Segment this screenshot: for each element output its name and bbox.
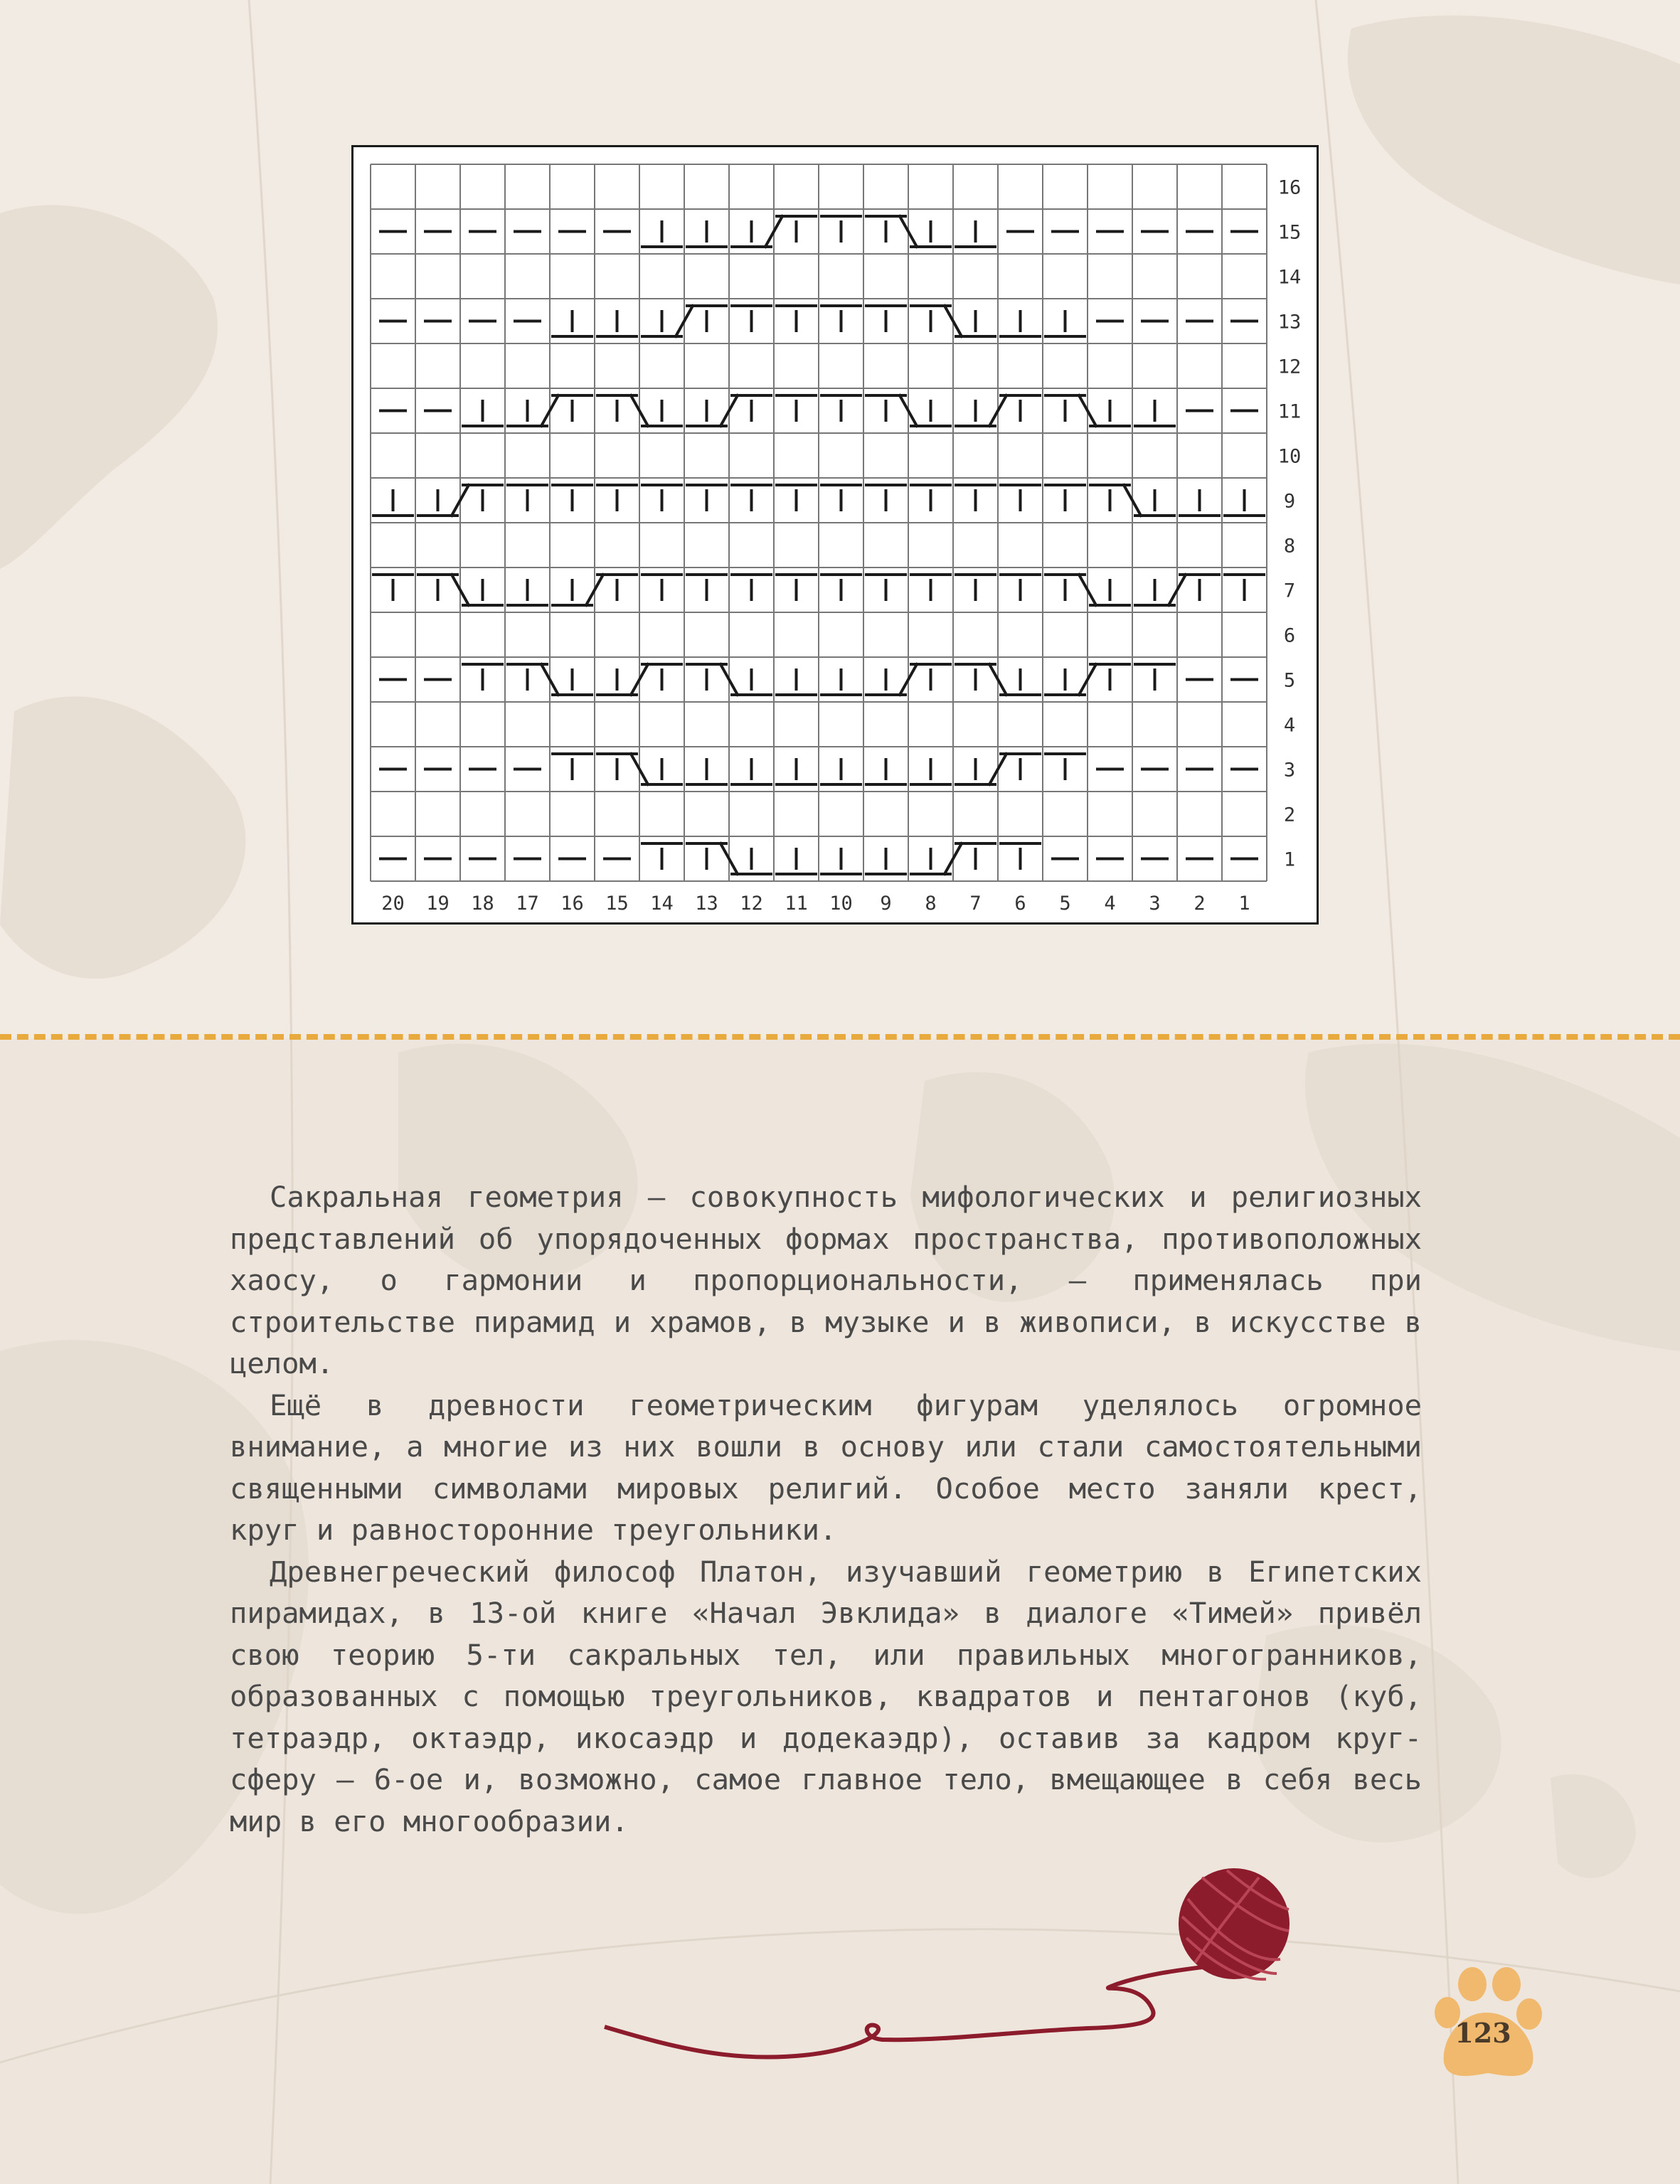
column-number: 2 bbox=[1193, 893, 1206, 915]
row-number: 6 bbox=[1283, 624, 1296, 647]
column-number: 4 bbox=[1104, 893, 1116, 915]
column-number: 15 bbox=[605, 893, 629, 915]
row-number: 11 bbox=[1277, 400, 1302, 423]
column-number: 6 bbox=[1014, 893, 1026, 915]
row-number: 3 bbox=[1283, 759, 1296, 782]
row-number: 14 bbox=[1277, 266, 1302, 289]
column-number: 20 bbox=[381, 893, 405, 915]
knitting-chart-grid bbox=[353, 147, 1317, 922]
row-number: 7 bbox=[1283, 580, 1296, 602]
row-number: 1 bbox=[1283, 848, 1296, 871]
column-number: 17 bbox=[516, 893, 539, 915]
article-paragraph: Сакральная геометрия – совокупность мифологических и религиозных представлений об упорядоченных формах пространства, противоположных хаосу, о гармонии и пропорциональности, – применялась при строительстве пирамид и храмов, в музыке и в живописи, в искусстве в целом. bbox=[230, 1180, 1422, 1380]
column-number: 13 bbox=[695, 893, 718, 915]
knitting-chart bbox=[351, 145, 1319, 925]
column-number: 5 bbox=[1059, 893, 1071, 915]
column-number: 12 bbox=[740, 893, 763, 915]
yarn-ball-icon bbox=[590, 1863, 1316, 2077]
column-number: 11 bbox=[785, 893, 808, 915]
article-text bbox=[230, 1176, 1422, 1842]
row-number: 10 bbox=[1277, 445, 1302, 468]
column-number: 8 bbox=[925, 893, 937, 915]
column-number: 14 bbox=[650, 893, 674, 915]
row-number: 12 bbox=[1277, 356, 1302, 378]
page-number: 123 bbox=[1455, 2017, 1511, 2049]
row-number: 15 bbox=[1277, 221, 1302, 244]
column-number: 7 bbox=[969, 893, 982, 915]
section-divider bbox=[0, 1034, 1680, 1040]
column-number: 10 bbox=[829, 893, 853, 915]
row-number: 2 bbox=[1283, 804, 1296, 826]
article-paragraph: Древнегреческий философ Платон, изучавший геометрию в Египетских пирамидах, в 13-ой книге «Начал Эвклида» в диалоге «Тимей» привёл свою теорию 5-ти сакральных тел, или правильных многогранников, образованных с помощью треугольников, квадратов и пентагонов (куб, тетраэдр, октаэдр, икосаэдр и додекаэдр), оставив за кадром круг-сферу – 6-ое и, возможно, самое главное тело, вмещающее в себя весь мир в его многообразии. bbox=[230, 1554, 1422, 1838]
row-number: 5 bbox=[1283, 669, 1296, 692]
column-number: 16 bbox=[560, 893, 584, 915]
row-number: 8 bbox=[1283, 535, 1296, 558]
column-number: 19 bbox=[426, 893, 450, 915]
column-number: 3 bbox=[1149, 893, 1161, 915]
column-number: 9 bbox=[880, 893, 892, 915]
row-number: 9 bbox=[1283, 490, 1296, 513]
column-number: 18 bbox=[471, 893, 494, 915]
article-paragraph: Ещё в древности геометрическим фигурам уделялось огромное внимание, а многие из них вошли в основу или стали самостоятельными священными символами мировых религий. Особое место заняли крест, круг и равносторонние треугольники. bbox=[230, 1387, 1422, 1547]
row-number: 4 bbox=[1283, 714, 1296, 737]
row-number: 13 bbox=[1277, 311, 1302, 334]
column-number: 1 bbox=[1238, 893, 1250, 915]
row-number: 16 bbox=[1277, 176, 1302, 199]
